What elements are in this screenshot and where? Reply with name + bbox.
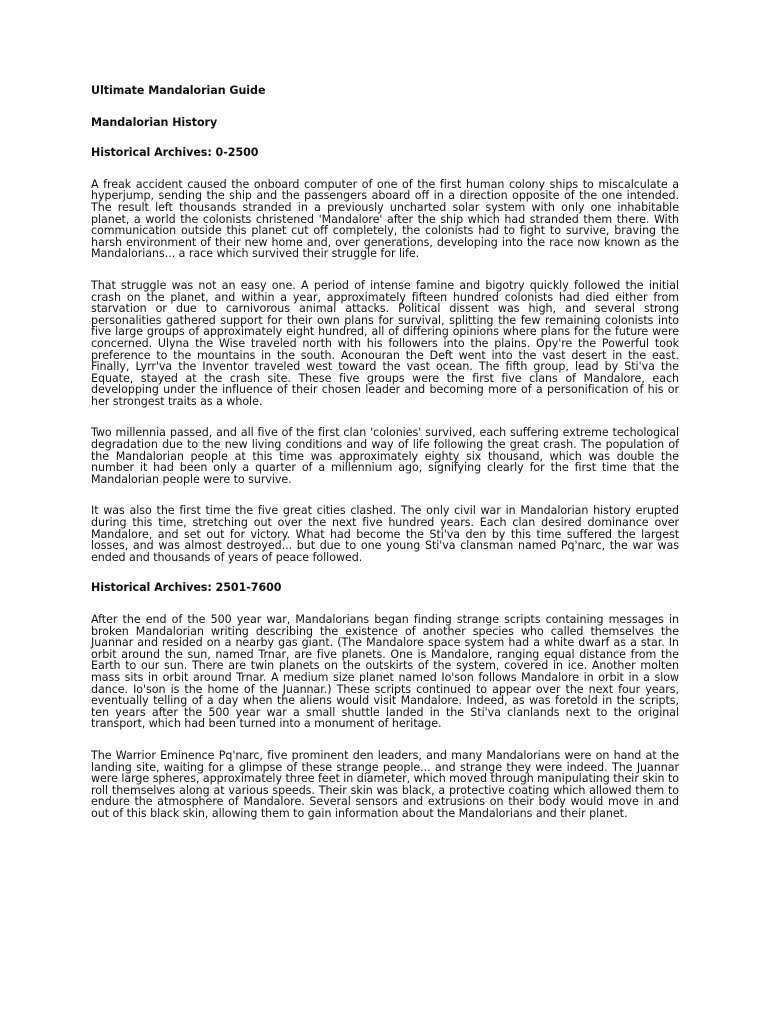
document-title: Ultimate Mandalorian Guide — [91, 84, 266, 97]
paragraph: It was also the first time the five great cities clashed. The only civil war in Mandalorian history erupted during this time, stretching out over the next five hundred years. Each clan desired dominance over Mandalore, and set out for victory. What had become the Sti'va den by this time suffered the largest losses, and was almost destroyed... but due to one young Sti'va clansman named Pq'narc, the war was ended and thousands of years of peace followed. — [91, 504, 679, 564]
section-heading-0-2500: Historical Archives: 0-2500 — [91, 146, 259, 160]
document-subtitle: Mandalorian History — [91, 115, 218, 129]
paragraph: The Warrior Eminence Pq'narc, five prominent den leaders, and many Mandalorians were on hand at the landing site, waiting for a glimpse of these strange people... and strange they were indeed. The Juannar were large spheres, approximately three feet in diameter, which moved through manipulating their skin to roll themselves along at various speeds. Their skin was black, a protective coating which allowed them to endure the atmosphere of Mandalore. Several sensors and extrusions on their body would move in and out of this black skin, allowing them to gain information about the Mandalorians and their planet. — [91, 748, 679, 820]
document-page — [91, 82, 679, 820]
paragraph: Two millennia passed, and all five of the first clan 'colonies' survived, each suffering extreme techological degradation due to the new living conditions and way of life following the great crash. The population of the Mandalorian people at this time was approximately eighty six thousand, which was double the number it had been only a quarter of a millennium ago, signifying clearly for the first time that the Mandalorian people were to survive. — [91, 426, 679, 486]
paragraph: After the end of the 500 year war, Mandalorians began finding strange scripts containing messages in broken Mandalorian writing describing the existence of another species who called themselves the Juannar and resided on a nearby gas giant. (The Mandalore space system had a white dwarf as a star. In orbit around the sun, named Trnar, are five planets. One is Mandalore, ranging equal distance from the Earth to our sun. There are twin planets on the outskirts of the system, covered in ice. Another molten mass sits in orbit around Trnar. A medium size planet named Io'son follows Mandalore in orbit in a slow dance. Io'son is the home of the Juannar.) These scripts continued to appear over the next four years, eventually telling of a day when the aliens would visit Mandalore. Indeed, as was foretold in the scripts, ten years after the 500 year war a small shuttle landed in the Sti'va clanlands next to the original transport, which had been turned into a monument of heritage. — [91, 613, 679, 731]
paragraph: A freak accident caused the onboard computer of one of the first human colony ships to miscalculate a hyperjump, sending the ship and the passengers aboard off in a direction opposite of the one intended. The result left thousands stranded in a previously uncharted solar system with only one inhabitable planet, a world the colonists christened 'Mandalore' after the ship which had stranded them there. With communication outside this planet cut off completely, the colonists had to fight to survive, braving the harsh environment of their new home and, over generations, developing into the race now known as the Mandalorians... a race which survived their struggle for life. — [91, 177, 679, 261]
paragraph: That struggle was not an easy one. A period of intense famine and bigotry quickly followed the initial crash on the planet, and within a year, approximately fifteen hundred colonists had died either from starvation or due to carnivorous animal attacks. Political dissent was high, and several strong personalities gathered support for their own plans for survival, splitting the few remaining colonists into five large groups of approximately eight hundred, all of differing opinions where plans for the future were concerned. Ulyna the Wise traveled north with his followers into the plains. Opy're the Powerful took preference to the mountains in the south. Aconouran the Deft went into the vast desert in the east. Finally, Lyrr'va the Inventor traveled west toward the vast ocean. The fifth group, lead by Sti'va the Equate, stayed at the crash site. These five groups were the first five clans of Mandalore, each developping under the influence of their chosen leader and becoming more of a personification of his or her strongest traits as a whole. — [91, 278, 679, 408]
section-heading-2501-7600: Historical Archives: 2501-7600 — [91, 581, 282, 595]
